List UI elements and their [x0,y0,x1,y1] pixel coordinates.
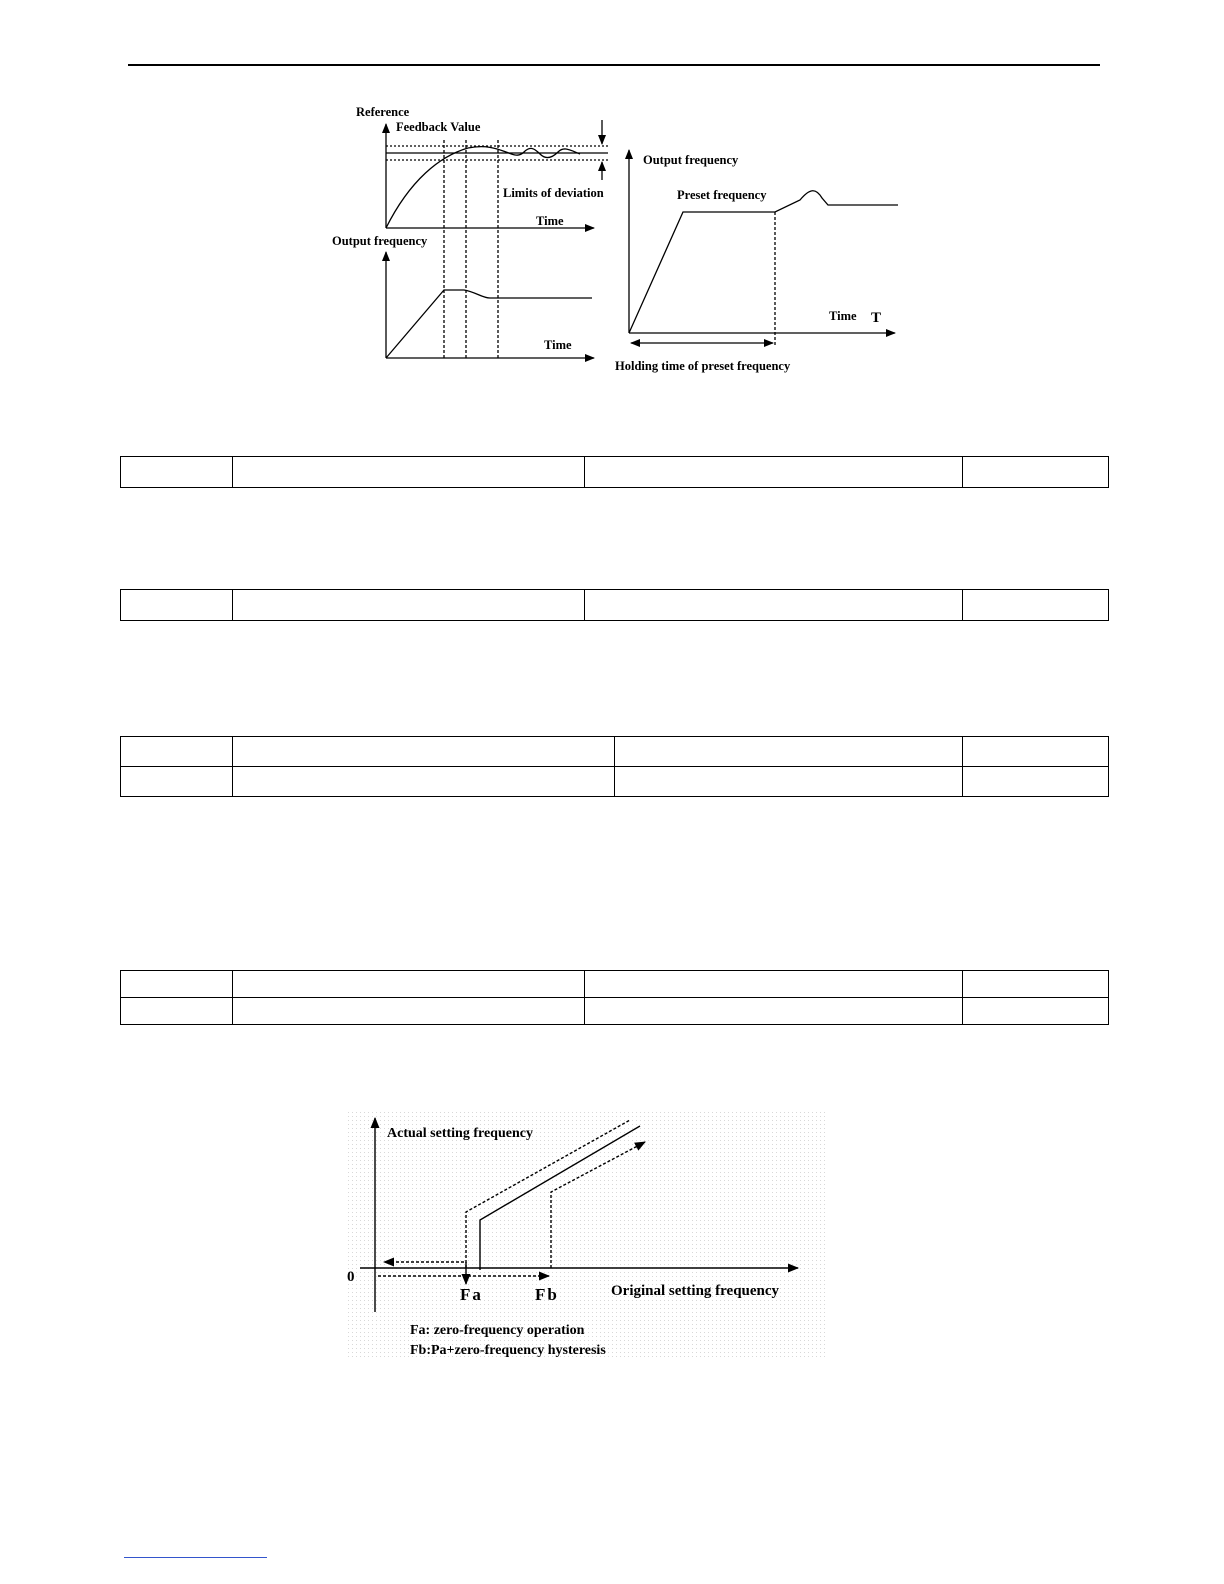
zero-frequency-figure [340,1108,870,1363]
holding-time-label: Holding time of preset frequency [615,359,791,373]
table-cell [233,767,615,797]
parameter-table-3 [120,736,1109,797]
pid-preset-frequency-figure [325,100,905,385]
t-symbol-label: T [871,310,882,326]
header-rule [128,64,1100,66]
fb-label: Fb [535,1285,559,1304]
fa-label: Fa [460,1285,483,1304]
table-cell [233,457,585,488]
table-cell [233,998,585,1025]
table-cell [121,998,233,1025]
feedback-value-label: Feedback Value [396,120,481,134]
table-cell [963,971,1109,998]
table-cell [121,767,233,797]
table-cell [121,737,233,767]
table-cell [121,457,233,488]
table-cell [585,998,963,1025]
note-fa: Fa: zero-frequency operation [410,1323,585,1338]
output-frequency-right-label: Output frequency [643,153,739,167]
table-cell [615,767,963,797]
output-frequency-left-label: Output frequency [332,234,428,248]
time-bottom-label: Time [544,338,572,352]
table-row [121,590,1109,621]
y-axis-label: Actual setting frequency [387,1126,533,1141]
time-top-label: Time [536,214,564,228]
parameter-table-1 [120,456,1109,488]
table-row [121,998,1109,1025]
table-row [121,971,1109,998]
table-cell [615,737,963,767]
limits-of-deviation-label: Limits of deviation [503,186,604,200]
x-axis-label: Original setting frequency [611,1283,780,1299]
parameter-table-2 [120,589,1109,621]
parameter-table-4 [120,970,1109,1025]
table-cell [585,457,963,488]
table-cell [233,590,585,621]
table-row [121,457,1109,488]
preset-frequency-label: Preset frequency [677,188,767,202]
table-cell [963,457,1109,488]
table-row [121,737,1109,767]
note-fb: Fb:Pa+zero-frequency hysteresis [410,1343,606,1358]
table-cell [233,971,585,998]
origin-label: 0 [347,1269,355,1285]
footer-link-underline [124,1557,267,1558]
time-right-label: Time [829,309,857,323]
table-cell [585,590,963,621]
preset-frequency-curve [629,191,898,333]
table-cell [963,998,1109,1025]
reference-label: Reference [356,105,410,119]
table-cell [121,971,233,998]
table-row [121,767,1109,797]
table-cell [963,737,1109,767]
table-cell [963,767,1109,797]
table-cell [121,590,233,621]
table-cell [233,737,615,767]
table-cell [963,590,1109,621]
table-cell [585,971,963,998]
